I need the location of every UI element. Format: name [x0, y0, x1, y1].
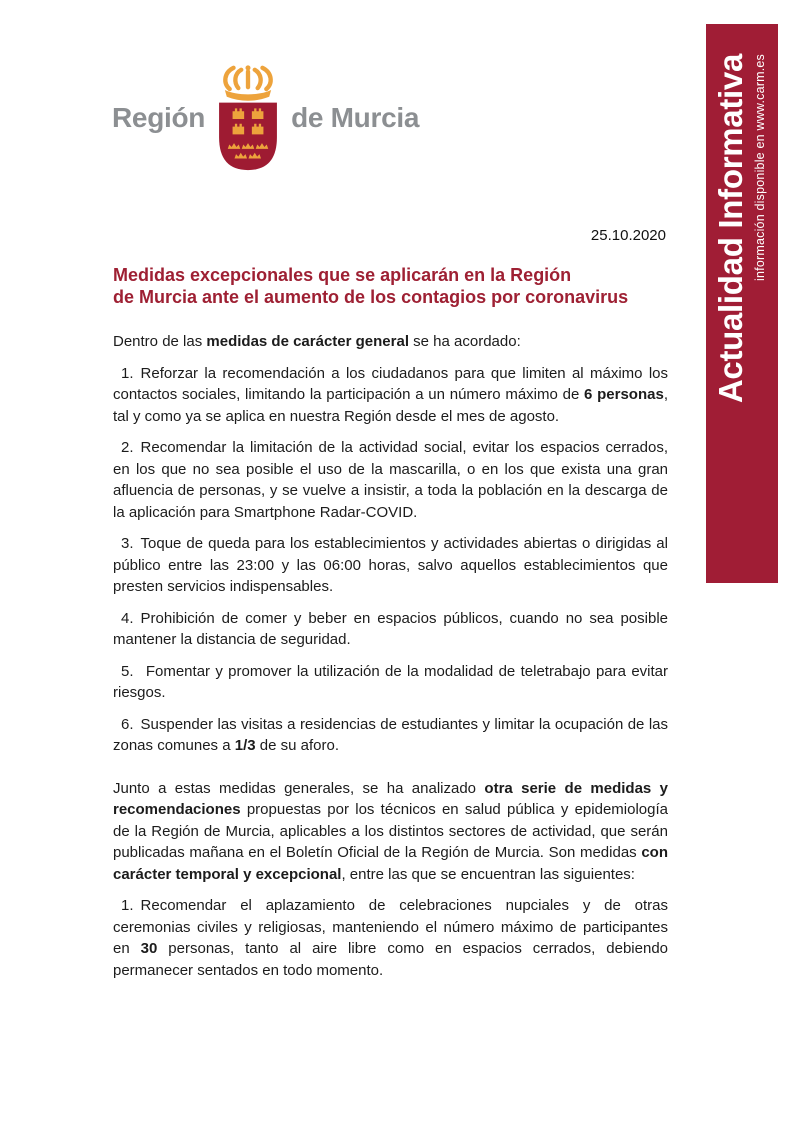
- general-measure-item-2: [113, 437, 668, 523]
- title-line-2: de Murcia ante el aumento de los contagios por coronavirus: [113, 286, 629, 307]
- news-banner-title: Actualidad Informativa: [712, 54, 749, 404]
- news-banner-subtitle: información disponible en www.carm.es: [753, 54, 767, 281]
- item-text: Toque de queda para los establecimientos y actividades abiertas o dirigidas al público entre las 23:00 y las 06:00 horas, salvo aquellos establecimientos que presten servicios indispensables.: [113, 535, 668, 595]
- transition-paragraph: Junto a estas medidas generales, se ha analizado otra serie de medidas y recomendaciones propuestas por los técnicos en salud pública y epidemiología de la Región de Murcia, aplicables a los distintos sectores de actividad, que serán publicadas mañana en el Boletín Oficial de la Región de Murcia. Son medidas con carácter temporal y excepcional, entre las que se encuentran las siguientes:: [113, 779, 668, 883]
- general-measure-item-1: [113, 363, 668, 428]
- regional-government-logo: [112, 64, 419, 172]
- document-body: [113, 331, 668, 991]
- item-number: 2.: [121, 439, 134, 456]
- item-text: Prohibición de comer y beber en espacios públicos, cuando no sea posible mantener la distancia de seguridad.: [113, 609, 668, 648]
- logo-text-de-murcia: de Murcia: [291, 102, 420, 133]
- item-number: 4.: [121, 609, 134, 627]
- additional-measure-item-1: [113, 895, 668, 981]
- murcia-coat-of-arms-icon: [217, 64, 279, 172]
- item-text: Recomendar la limitación de la actividad social, evitar los espacios cerrados, en los que no sea posible el uso de la mascarilla, o en los que exista una gran afluencia de personas, y se vuelve a insistir, a toda la población en la descarga de la aplicación para Smartphone Radar-COVID.: [113, 439, 668, 521]
- document-title: [113, 265, 693, 308]
- document-date: 25.10.2020: [590, 227, 666, 244]
- news-banner-rotated-text: [706, 24, 778, 580]
- general-measure-item-6: [113, 714, 668, 757]
- general-measure-item-5: [113, 661, 668, 704]
- news-banner: [706, 24, 778, 583]
- item-text: Fomentar y promover la utilización de la modalidad de teletrabajo para evitar riesgos.: [113, 662, 668, 701]
- general-measure-item-4: [113, 608, 668, 651]
- title-line-1: Medidas excepcionales que se aplicarán en la Región: [113, 265, 572, 285]
- general-measure-item-3: [113, 533, 668, 598]
- item-text: Suspender las visitas a residencias de estudiantes y limitar la ocupación de las zonas comunes a 1/3 de su aforo.: [113, 715, 668, 754]
- item-number: 5.: [121, 662, 134, 680]
- logo-text-region: Región: [112, 102, 206, 133]
- item-text: Recomendar el aplazamiento de celebraciones nupciales y de otras ceremonias civiles y religiosas, manteniendo el número máximo de participantes en 30 personas, tanto al aire libre como en espacios cerrados, debiendo permanecer sentados en todo momento.: [113, 897, 669, 979]
- item-number: 1.: [121, 364, 134, 382]
- intro-paragraph: Dentro de las medidas de carácter general se ha acordado:: [113, 333, 521, 350]
- item-text: Reforzar la recomendación a los ciudadanos para que limiten al máximo los contactos sociales, limitando la participación a un número máximo de 6 personas, tal y como ya se aplica en nuestra Región desde el mes de agosto.: [113, 364, 668, 425]
- item-number: 1.: [121, 897, 134, 914]
- item-number: 6.: [121, 715, 134, 733]
- item-number: 3.: [121, 535, 134, 552]
